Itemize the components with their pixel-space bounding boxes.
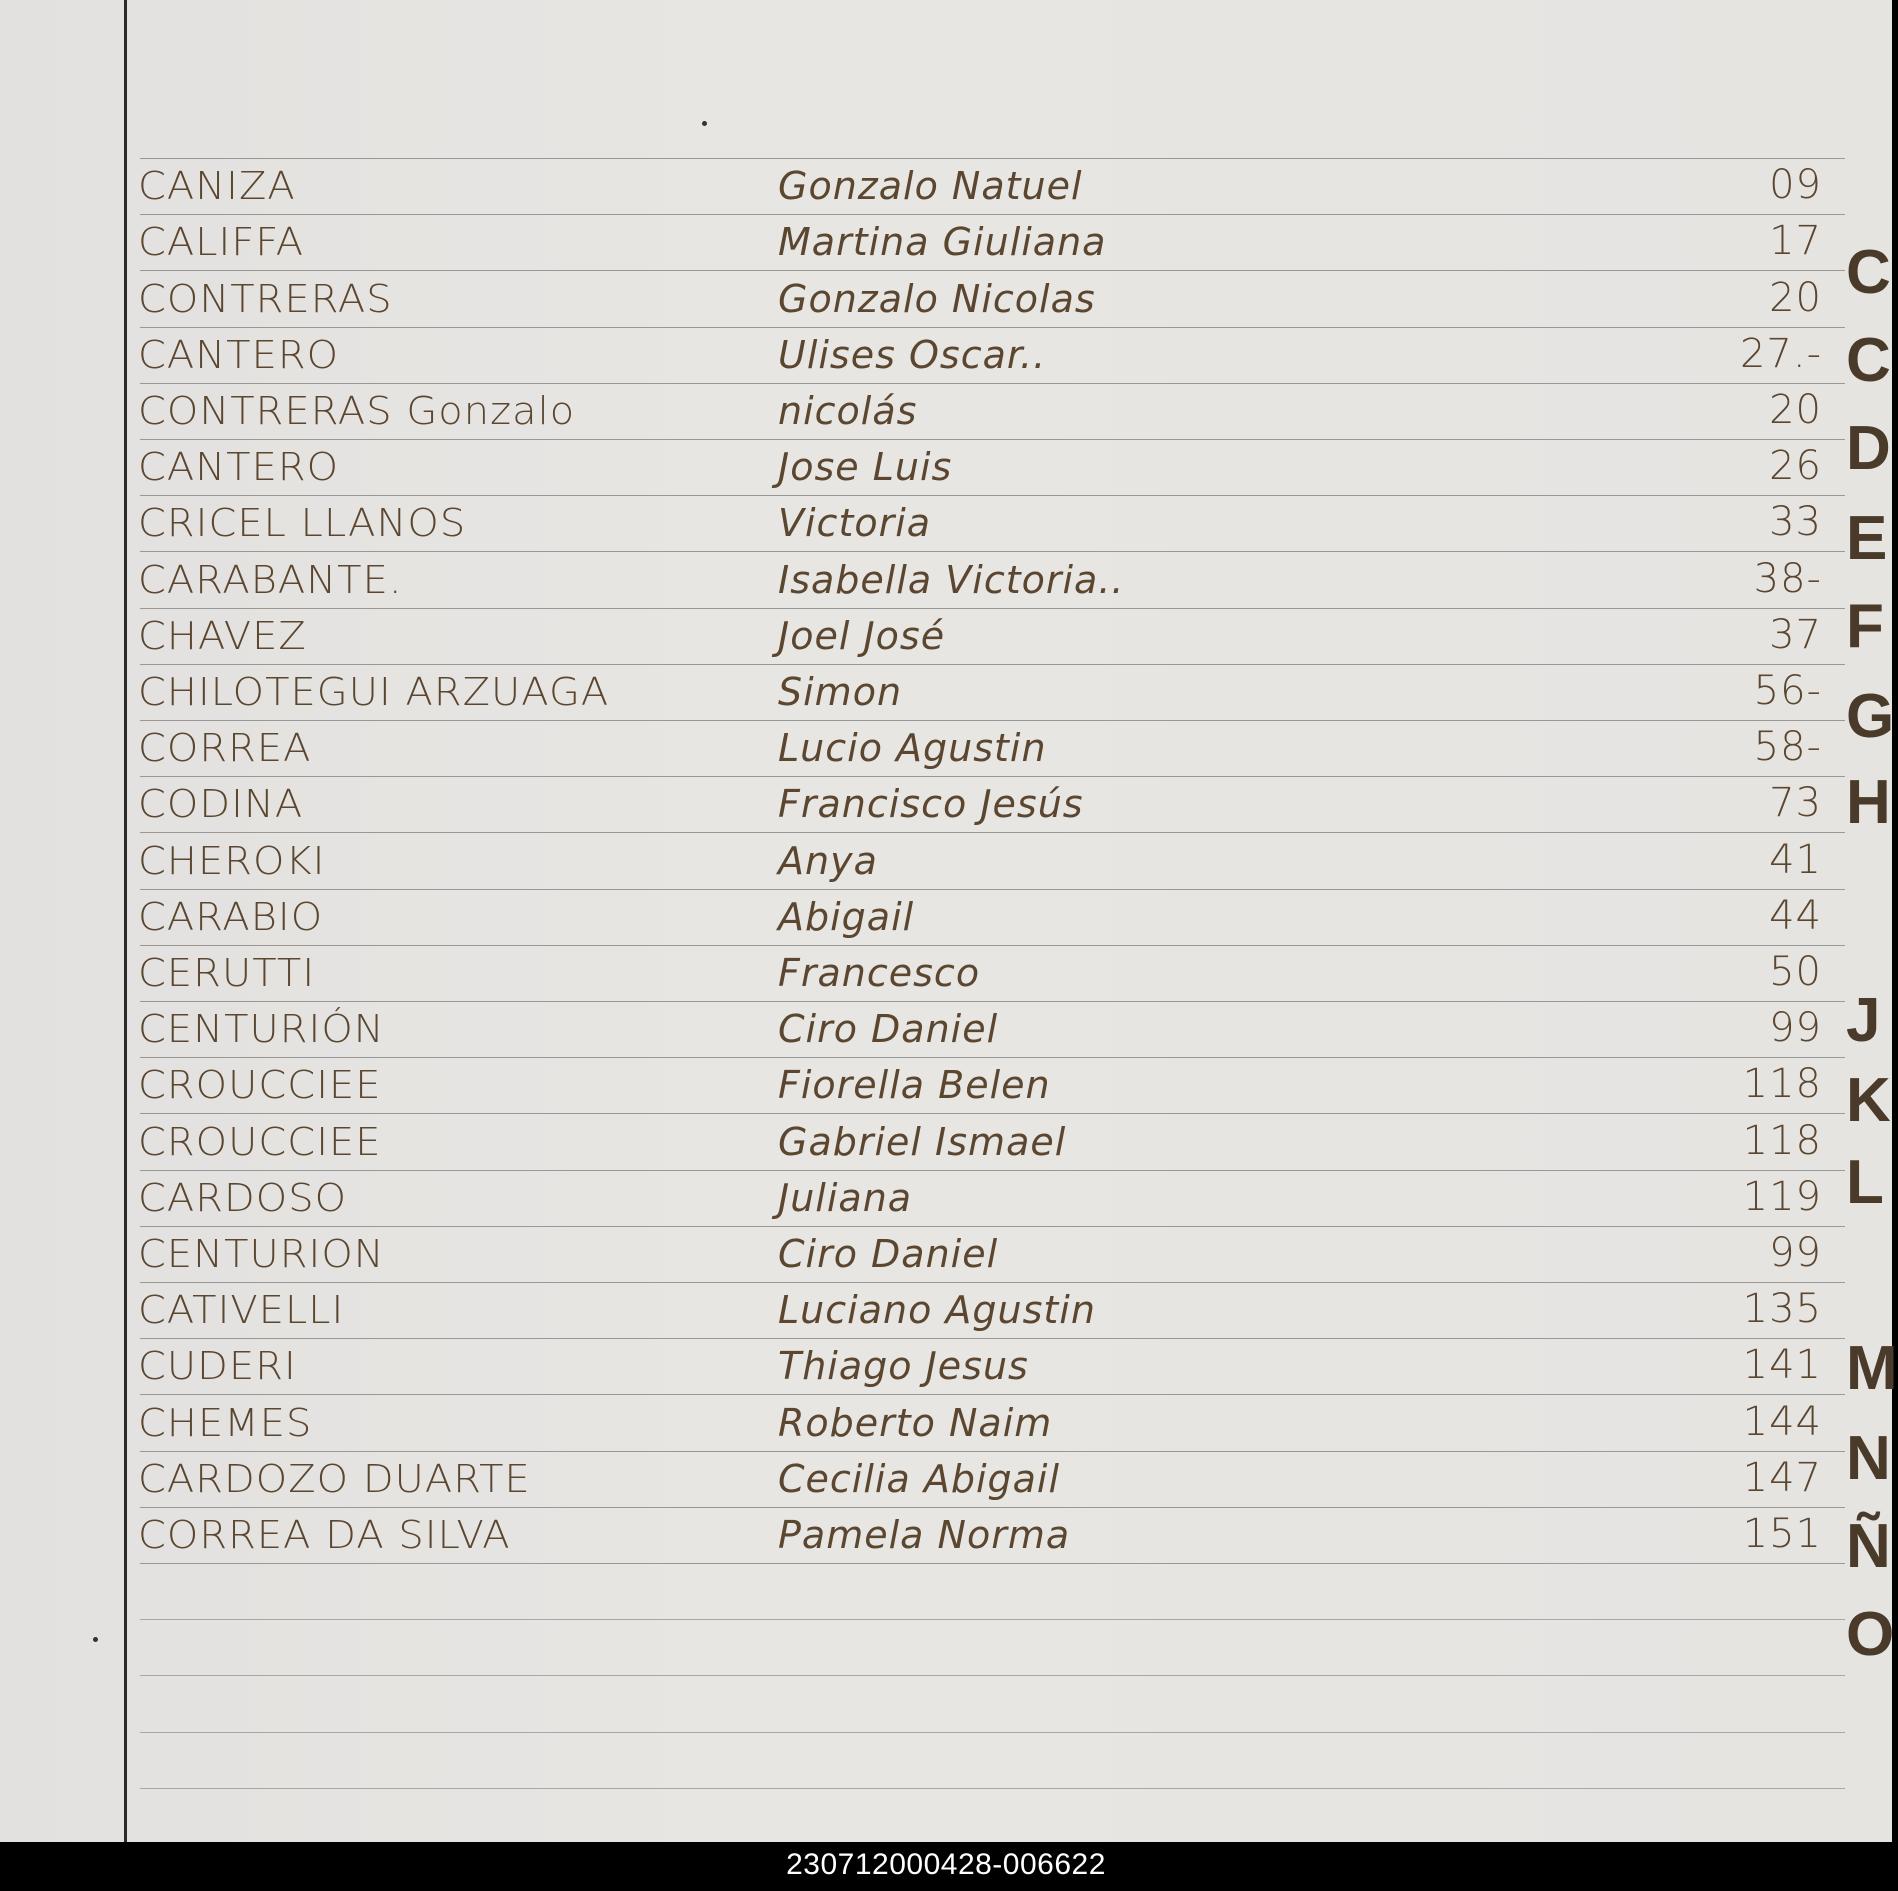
list-item	[0, 1507, 1892, 1563]
entry-surname: CONTRERAS	[138, 277, 393, 321]
entry-surname: CENTURION	[138, 1232, 385, 1276]
index-tab-letter: E	[1846, 504, 1888, 573]
entry-given-name: Francisco Jesús	[778, 782, 1084, 826]
ruled-line	[140, 1563, 1845, 1564]
list-item	[0, 214, 1892, 270]
entry-given-name: nicolás	[778, 389, 918, 433]
list-item	[0, 608, 1892, 664]
entry-number: 58-	[1753, 724, 1822, 770]
entry-given-name: Simon	[778, 670, 903, 714]
list-item	[0, 664, 1892, 720]
entry-number: 27.-	[1739, 331, 1822, 377]
entry-given-name: Francesco	[778, 951, 981, 995]
index-tab-letter: M	[1846, 1334, 1898, 1403]
list-item	[0, 1451, 1892, 1507]
entry-number: 73	[1769, 780, 1822, 826]
list-item	[0, 1226, 1892, 1282]
scan-id: 230712000428-006622	[786, 1848, 1106, 1881]
list-item	[0, 271, 1892, 327]
entry-number: 119	[1742, 1174, 1822, 1220]
entry-surname: CANTERO	[138, 445, 340, 489]
entry-number: 20	[1769, 275, 1822, 321]
entry-number: 38-	[1753, 556, 1822, 602]
ruled-line	[140, 1675, 1845, 1676]
entry-number: 44	[1769, 893, 1822, 939]
entry-surname: CROUCCIEE	[138, 1120, 382, 1164]
entry-surname: CARABANTE.	[138, 558, 403, 602]
index-tab-letter: F	[1846, 592, 1884, 661]
entry-given-name: Gonzalo Nicolas	[778, 277, 1096, 321]
ruled-line	[140, 1788, 1845, 1789]
entry-surname: CHEMES	[138, 1401, 313, 1445]
entry-surname: CARDOSO	[138, 1176, 348, 1220]
scan-footer	[0, 1842, 1892, 1891]
list-item	[0, 1057, 1892, 1113]
list-item	[0, 720, 1892, 776]
entry-given-name: Cecilia Abigail	[778, 1457, 1061, 1501]
index-tab-letter: G	[1846, 682, 1895, 751]
index-tabs	[1844, 220, 1898, 1840]
list-item	[0, 1170, 1892, 1226]
ruled-line	[140, 1732, 1845, 1733]
entry-given-name: Roberto Naim	[778, 1401, 1053, 1445]
entry-given-name: Ciro Daniel	[778, 1232, 999, 1276]
index-tab-letter: N	[1846, 1424, 1891, 1493]
entry-surname: CUDERI	[138, 1344, 297, 1388]
list-item	[0, 833, 1892, 889]
index-tab-letter: C	[1846, 326, 1891, 395]
entry-number: 41	[1769, 837, 1822, 883]
entry-surname: CANIZA	[138, 164, 296, 208]
index-tab-letter: J	[1846, 986, 1881, 1055]
entry-number: 118	[1742, 1118, 1822, 1164]
entry-surname: CORREA	[138, 726, 312, 770]
list-item	[0, 945, 1892, 1001]
entry-given-name: Victoria	[778, 501, 932, 545]
entry-given-name: Fiorella Belen	[778, 1063, 1051, 1107]
list-item	[0, 1001, 1892, 1057]
entry-given-name: Lucio Agustin	[778, 726, 1047, 770]
index-tab-letter: O	[1846, 1600, 1895, 1669]
entry-surname: CONTRERAS Gonzalo	[138, 389, 576, 433]
list-item	[0, 776, 1892, 832]
list-item	[0, 552, 1892, 608]
index-tab-letter: C	[1846, 238, 1891, 307]
entry-number: 118	[1742, 1061, 1822, 1107]
entry-number: 99	[1769, 1230, 1822, 1276]
list-item	[0, 1282, 1892, 1338]
entry-surname: CATIVELLI	[138, 1288, 345, 1332]
entry-surname: CARABIO	[138, 895, 324, 939]
entry-number: 26	[1769, 443, 1822, 489]
entry-given-name: Gabriel Ismael	[778, 1120, 1067, 1164]
entry-given-name: Isabella Victoria..	[778, 558, 1125, 602]
ink-dot	[702, 121, 707, 126]
entry-surname: CANTERO	[138, 333, 340, 377]
entry-number: 144	[1742, 1399, 1822, 1445]
index-tab-letter: K	[1846, 1066, 1891, 1135]
entry-surname: CARDOZO DUARTE	[138, 1457, 531, 1501]
entry-given-name: Anya	[778, 839, 878, 883]
entry-given-name: Jose Luis	[778, 445, 953, 489]
entry-number: 135	[1742, 1286, 1822, 1332]
entry-number: 151	[1742, 1511, 1822, 1557]
entry-surname: CHEROKI	[138, 839, 326, 883]
entry-surname: CHAVEZ	[138, 614, 307, 658]
entry-given-name: Joel José	[778, 614, 946, 658]
entry-number: 99	[1769, 1005, 1822, 1051]
entry-number: 20	[1769, 387, 1822, 433]
list-item	[0, 327, 1892, 383]
entry-number: 50	[1769, 949, 1822, 995]
list-item	[0, 439, 1892, 495]
entry-given-name: Thiago Jesus	[778, 1344, 1029, 1388]
index-tab-letter: D	[1846, 414, 1891, 483]
ink-dot	[93, 1637, 98, 1642]
entry-number: 37	[1769, 612, 1822, 658]
entry-surname: CROUCCIEE	[138, 1063, 382, 1107]
list-item	[0, 1114, 1892, 1170]
entry-number: 141	[1742, 1342, 1822, 1388]
entry-given-name: Gonzalo Natuel	[778, 164, 1083, 208]
entry-surname: CRICEL LLANOS	[138, 501, 467, 545]
entry-given-name: Ciro Daniel	[778, 1007, 999, 1051]
index-tab-letter: Ñ	[1846, 1512, 1891, 1581]
entry-surname: CENTURIÓN	[138, 1007, 385, 1051]
entry-given-name: Juliana	[778, 1176, 913, 1220]
entry-given-name: Abigail	[778, 895, 915, 939]
entry-surname: CORREA DA SILVA	[138, 1513, 511, 1557]
index-tab-letter: L	[1846, 1148, 1884, 1217]
list-item	[0, 383, 1892, 439]
list-item	[0, 158, 1892, 214]
entry-given-name: Pamela Norma	[778, 1513, 1071, 1557]
entry-number: 56-	[1753, 668, 1822, 714]
index-tab-letter: H	[1846, 768, 1891, 837]
entry-number: 09	[1769, 162, 1822, 208]
entry-surname: CERUTTI	[138, 951, 316, 995]
list-item	[0, 1338, 1892, 1394]
entry-number: 33	[1769, 499, 1822, 545]
entry-given-name: Martina Giuliana	[778, 220, 1107, 264]
entry-number: 147	[1742, 1455, 1822, 1501]
entry-given-name: Luciano Agustin	[778, 1288, 1096, 1332]
entry-number: 17	[1769, 218, 1822, 264]
ruled-line	[140, 1619, 1845, 1620]
list-item	[0, 889, 1892, 945]
list-item	[0, 495, 1892, 551]
entry-surname: CODINA	[138, 782, 304, 826]
list-item	[0, 1395, 1892, 1451]
entry-given-name: Ulises Oscar..	[778, 333, 1047, 377]
entry-surname: CHILOTEGUI ARZUAGA	[138, 670, 610, 714]
entry-surname: CALIFFA	[138, 220, 305, 264]
